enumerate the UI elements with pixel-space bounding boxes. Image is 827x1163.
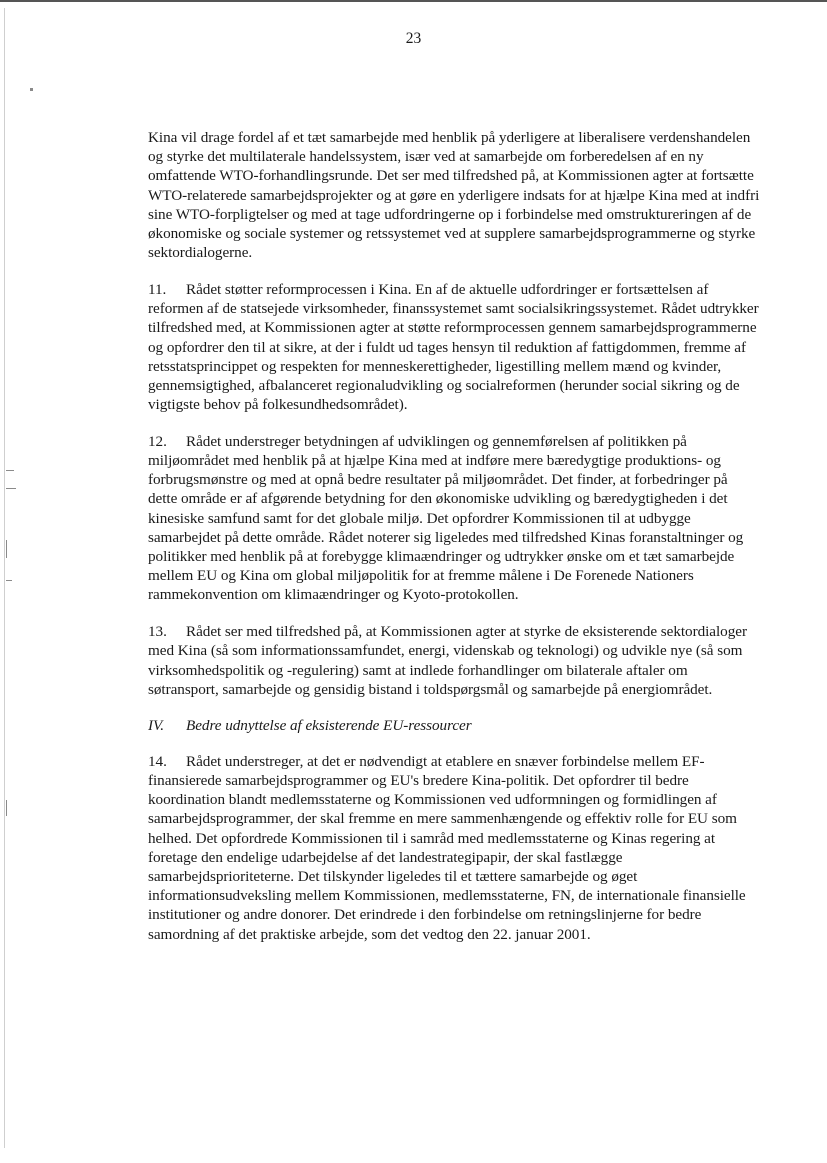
scan-mark	[6, 488, 16, 489]
paragraph-12	[148, 432, 760, 605]
page-number: 23	[405, 30, 422, 47]
paragraph-text: Rådet ser med tilfredshed på, at Kommissionen agter at styrke de eksisterende sektordialoger med Kina (så som informationssamfundet, energi, videnskab og teknologi) og udvikle nye (så som virksomhedspolitik og -regulering) samt at indlede forhandlinger om bilaterale aftaler om søtransport, samarbejde og gensidig bistand i toldspørgsmål og samarbejde på energiområdet.	[148, 623, 747, 698]
paragraph-number: 14.	[148, 752, 167, 770]
scan-left-edge	[4, 8, 5, 1148]
scan-mark	[6, 800, 7, 816]
scan-mark	[6, 580, 12, 581]
paragraph-14	[148, 752, 760, 944]
section-heading	[148, 716, 760, 735]
scan-top-border	[0, 0, 827, 2]
paragraph-text: Kina vil drage fordel af et tæt samarbejde med henblik på yderligere at liberalisere verdenshandelen og styrke det multilaterale handelssystem, især ved at samarbejde om forberedelsen af en ny omfattende WTO-forhandlingsrunde. Det ser med tilfredshed på, at Kommissionen agter at fortsætte WTO-relaterede samarbejdsprojekter og at gøre en yderligere indsats for at hjælpe Kina med at indfri sine WTO-forpligtelser og med at tage udfordringerne op i forbindelse med omstruktureringen af de økonomiske og sociale systemer og retssystemet ved at supplere samarbejdsprogrammerne og styrke sektordialogerne.	[148, 129, 760, 262]
section-title: Bedre udnyttelse af eksisterende EU-ressourcer	[186, 717, 472, 735]
document-body	[148, 128, 760, 961]
paragraph-11	[148, 280, 760, 414]
scan-mark	[6, 540, 7, 558]
paragraph-text: Rådet understreger betydningen af udviklingen og gennemførelsen af politikken på miljøområdet med henblik på at hjælpe Kina med at indføre mere bæredygtige produktions- og forbrugsmønstre og med at opnå bedre resultater på miljøområdet. Det finder, at forbedringer på dette område er af afgørende betydning for den økonomiske udvikling og bæredygtigheden i det kinesiske samfund samt for det globale miljø. Det opfordrer Kommissionen til at udbygge samarbejdet på dette område. Rådet noterer sig ligeledes med tilfredshed Kinas foranstaltninger og politikker med henblik på at forebygge klimaændringer og udtrykker ønske om et tæt samarbejde mellem EU og Kina om global miljøpolitik for at fremme målene i De Forenede Nationers rammekonvention om klimaændringer og Kyoto-protokollen.	[148, 432, 744, 604]
paragraph-text: Rådet støtter reformprocessen i Kina. En af de aktuelle udfordringer er fortsættelsen af reformen af de statsejede virksomheder, finanssystemet samt socialsikringssystemet. Rådet udtrykker tilfredshed med, at Kommissionen agter at støtte reformprocessen gennem samarbejdsprogrammerne og opfordrer den til at sikre, at der i fuldt ud tages hensyn til reduktion af fattigdommen, fremme af retsstatsprincippet og respekten for menneskerettigheder, ligestilling mellem mænd og kvinder, gennemsigtighed, afbalanceret regionaludvikling og socialreformen (herunder social sikring og de vigtigste behov på folkesundhedsområdet).	[148, 280, 759, 414]
paragraph-number: 13.	[148, 623, 167, 641]
paragraph	[148, 128, 760, 262]
scan-mark	[6, 470, 14, 471]
paragraph-13	[148, 622, 760, 699]
scan-mark	[30, 88, 33, 91]
paragraph-number: 12.	[148, 432, 167, 450]
paragraph-text: Rådet understreger, at det er nødvendigt at etablere en snæver forbindelse mellem EF-finansierede samarbejdsprogrammer og EU's bredere Kina-politik. Det opfordrer til bedre koordination blandt medlemsstaterne og Kommissionen ved udformningen og formidlingen af samarbejdsprogrammer, der skal fremme en mere sammenhængende og effektiv rolle for EU som helhed. Det opfordrede Kommissionen til i samråd med medlemsstaterne og Kinas regering at foretage den endelige udarbejdelse af det landestrategipapir, der skal fastlægge samarbejdsprioriteterne. Det tilskynder ligeledes til et tættere samarbejde og øget informationsudveksling mellem Kommissionen, medlemsstaterne, FN, de internationale finansielle institutioner og andre donorer. Det erindrede i den forbindelse om retningslinjerne for bedre samordning af det praktiske arbejde, som det vedtog den 22. januar 2001.	[148, 752, 746, 943]
paragraph-number: 11.	[148, 280, 167, 298]
section-number: IV.	[148, 717, 165, 735]
